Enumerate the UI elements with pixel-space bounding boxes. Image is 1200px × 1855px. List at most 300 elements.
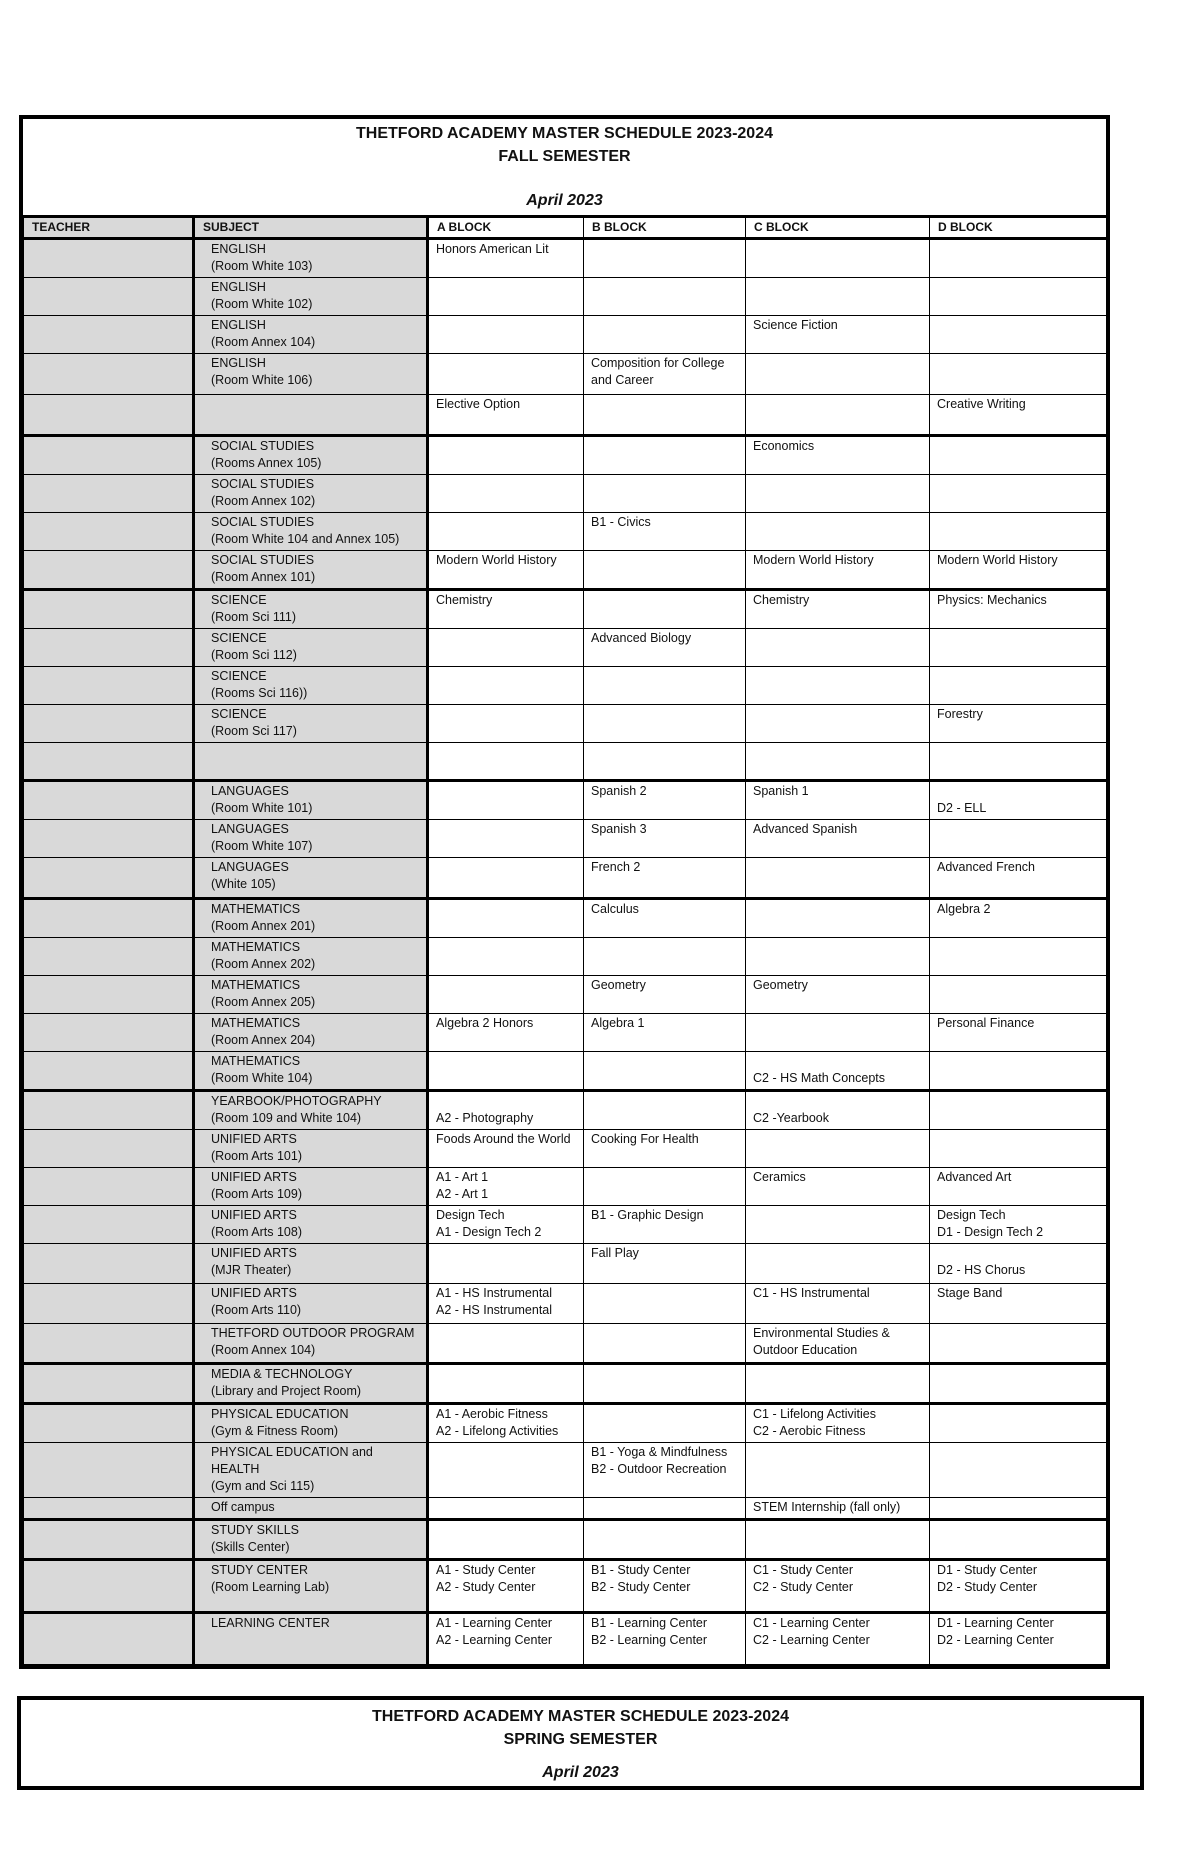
c-block-cell [746,705,930,743]
a-block-cell [428,1560,584,1613]
teacher-cell [24,239,194,278]
teacher-cell [24,1130,194,1168]
subject-cell-line: (Room 109 and White 104) [211,1111,362,1125]
c-block-cell-line: Spanish 1 [753,784,809,798]
subject-cell-line: UNIFIED ARTS [211,1132,297,1146]
a-block-cell-line: A2 - HS Instrumental [436,1303,553,1317]
b-block-cell [584,1206,746,1244]
c-block-cell [746,1404,930,1443]
subject-cell-line: YEARBOOK/PHOTOGRAPHY [211,1094,382,1108]
teacher-cell [24,781,194,820]
b-block-cell-line: Advanced Biology [591,631,692,645]
teacher-cell [24,1244,194,1284]
b-block-cell [584,976,746,1014]
subject-cell-line: MATHEMATICS [211,940,301,954]
c-block-cell-line [753,1053,922,1070]
subject-cell-line: (Room White 106) [211,373,313,387]
a-block-cell [428,436,584,475]
d-block-cell [930,316,1107,354]
column-header-row [24,217,1107,239]
c-block-cell-line: Environmental Studies & [753,1326,890,1340]
c-block-cell [746,436,930,475]
subject-cell [194,1091,428,1130]
b-block-cell [584,1130,746,1168]
subject-cell-line: (Room Sci 111) [211,610,296,624]
table-row [24,395,1107,436]
a-block-cell-line [436,1093,576,1110]
d-block-cell [930,629,1107,667]
c-block-cell [746,590,930,629]
subject-cell [194,1324,428,1364]
c-block-cell [746,1364,930,1404]
subject-cell-line: (Room White 102) [211,297,313,311]
subject-cell [194,976,428,1014]
a-block-cell [428,667,584,705]
d-block-cell [930,1091,1107,1130]
teacher-cell [24,743,194,781]
d-block-cell [930,551,1107,590]
c-block-cell-line: Geometry [753,978,808,992]
subject-cell-line: (Room White 103) [211,259,313,273]
c-block-cell [746,1560,930,1613]
d-block-cell-line [937,783,1099,800]
d-block-cell [930,395,1107,436]
d-block-cell-line: Modern World History [937,553,1058,567]
subject-cell-line: LANGUAGES [211,822,289,836]
c-block-cell [746,1168,930,1206]
a-block-cell [428,1168,584,1206]
a-block-cell [428,475,584,513]
b-block-cell [584,1052,746,1091]
table-row [24,1498,1107,1520]
table-row [24,899,1107,938]
subject-cell-line: SCIENCE [211,593,267,607]
b-block-cell-line: French 2 [591,860,641,874]
table-row [24,513,1107,551]
subject-cell [194,1520,428,1560]
a-block-cell [428,1130,584,1168]
teacher-cell [24,1560,194,1613]
teacher-cell [24,1284,194,1324]
b-block-cell-line: B2 - Learning Center [591,1633,708,1647]
c-block-cell [746,1284,930,1324]
c-block-cell-line [753,1093,922,1110]
subject-cell [194,354,428,395]
d-block-cell [930,1052,1107,1091]
c-block-cell [746,858,930,899]
d-block-cell [930,667,1107,705]
subject-cell-line: MEDIA & TECHNOLOGY [211,1367,353,1381]
b-block-cell-line: B1 - Study Center [591,1563,691,1577]
subject-cell-line: ENGLISH [211,356,266,370]
subject-cell-line: (Room Annex 101) [211,570,316,584]
table-row [24,1130,1107,1168]
b-block-cell [584,781,746,820]
table-row [24,858,1107,899]
a-block-cell-line: Chemistry [436,593,493,607]
teacher-cell [24,513,194,551]
subject-cell [194,1498,428,1520]
teacher-cell [24,316,194,354]
c-block-cell [746,1520,930,1560]
c-block-cell [746,1324,930,1364]
c-block-cell [746,1443,930,1498]
b-block-cell-line: Fall Play [591,1246,639,1260]
subject-cell-line: MATHEMATICS [211,1054,301,1068]
subject-cell-line: (Room Annex 204) [211,1033,316,1047]
a-block-cell-line: Honors American Lit [436,242,549,256]
a-block-cell-line: Design Tech [436,1208,505,1222]
c-block-cell [746,1130,930,1168]
teacher-cell [24,395,194,436]
a-block-cell-line: Elective Option [436,397,521,411]
fall-header [23,119,1106,215]
d-block-cell [930,1130,1107,1168]
b-block-cell [584,395,746,436]
c-block-cell [746,513,930,551]
a-block-cell [428,899,584,938]
teacher-cell [24,475,194,513]
d-block-cell [930,1284,1107,1324]
d-block-cell-line: Forestry [937,707,983,721]
c-block-cell [746,976,930,1014]
b-block-cell [584,1284,746,1324]
a-block-cell [428,1244,584,1284]
b-block-cell [584,743,746,781]
table-row [24,475,1107,513]
subject-cell [194,513,428,551]
c-block-cell-line: Chemistry [753,593,810,607]
teacher-cell [24,629,194,667]
d-block-cell [930,1324,1107,1364]
table-row [24,781,1107,820]
c-block-cell [746,278,930,316]
subject-cell-line: SOCIAL STUDIES [211,515,315,529]
subject-cell-line: STUDY CENTER [211,1563,309,1577]
subject-cell-line: STUDY SKILLS [211,1523,300,1537]
c-block-cell-line: Ceramics [753,1170,806,1184]
subject-cell [194,551,428,590]
fall-schedule [19,115,1110,1669]
b-block-cell [584,1613,746,1665]
b-block-cell [584,354,746,395]
b-block-cell [584,899,746,938]
c-block-cell [746,316,930,354]
column-header-teacher: TEACHER [24,217,194,239]
d-block-cell [930,1168,1107,1206]
subject-cell-line: (Room White 101) [211,801,313,815]
table-row [24,1613,1107,1665]
teacher-cell [24,820,194,858]
subject-cell-line: (Room Annex 202) [211,957,316,971]
subject-cell-line: SCIENCE [211,631,267,645]
a-block-cell [428,858,584,899]
subject-cell-line: (Room Annex 104) [211,1343,316,1357]
teacher-cell [24,1498,194,1520]
c-block-cell [746,629,930,667]
subject-cell [194,781,428,820]
table-row [24,1168,1107,1206]
subject-cell [194,278,428,316]
subject-cell [194,667,428,705]
table-row [24,743,1107,781]
table-row [24,1560,1107,1613]
table-row [24,705,1107,743]
spring-date: April 2023 [542,1764,619,1781]
subject-cell-line: (Rooms Sci 116)) [211,686,308,700]
table-row [24,1324,1107,1364]
teacher-cell [24,1364,194,1404]
column-header-c-block: C BLOCK [746,217,930,239]
b-block-cell [584,1498,746,1520]
d-block-cell [930,743,1107,781]
teacher-cell [24,354,194,395]
subject-cell-line: LANGUAGES [211,784,289,798]
a-block-cell [428,820,584,858]
a-block-cell-line: A1 - Design Tech 2 [436,1225,542,1239]
subject-cell [194,1404,428,1443]
table-row [24,1014,1107,1052]
table-row [24,1364,1107,1404]
subject-cell [194,316,428,354]
c-block-cell-line: C2 -Yearbook [753,1111,829,1125]
d-block-cell [930,781,1107,820]
d-block-cell [930,1443,1107,1498]
subject-cell-line: (Room Arts 109) [211,1187,303,1201]
c-block-cell [746,551,930,590]
subject-cell [194,1364,428,1404]
subject-cell [194,1206,428,1244]
teacher-cell [24,667,194,705]
c-block-cell-line: C2 - HS Math Concepts [753,1071,885,1085]
subject-cell-line: SOCIAL STUDIES [211,477,315,491]
teacher-cell [24,278,194,316]
a-block-cell-line: Algebra 2 Honors [436,1016,534,1030]
subject-cell [194,1613,428,1665]
teacher-cell [24,858,194,899]
teacher-cell [24,1168,194,1206]
d-block-cell-line: Stage Band [937,1286,1003,1300]
teacher-cell [24,705,194,743]
table-row [24,278,1107,316]
a-block-cell [428,976,584,1014]
b-block-cell [584,1324,746,1364]
d-block-cell [930,1244,1107,1284]
b-block-cell [584,551,746,590]
b-block-cell-line: B1 - Yoga & Mindfulness [591,1445,728,1459]
c-block-cell [746,1052,930,1091]
b-block-cell-line: Cooking For Health [591,1132,699,1146]
subject-cell-line: THETFORD OUTDOOR PROGRAM [211,1326,415,1340]
table-row [24,354,1107,395]
c-block-cell-line: Economics [753,439,815,453]
table-row [24,239,1107,278]
subject-cell [194,629,428,667]
a-block-cell [428,1052,584,1091]
subject-cell [194,820,428,858]
spring-title: THETFORD ACADEMY MASTER SCHEDULE 2023-2024 [372,1708,789,1725]
fall-semester: FALL SEMESTER [498,148,631,165]
column-header-b-block: B BLOCK [584,217,746,239]
a-block-cell-line: A2 - Study Center [436,1580,536,1594]
d-block-cell [930,354,1107,395]
c-block-cell-line: Modern World History [753,553,874,567]
b-block-cell [584,1560,746,1613]
a-block-cell-line: A2 - Learning Center [436,1633,553,1647]
b-block-cell [584,1520,746,1560]
subject-cell-line: (Room Annex 104) [211,335,316,349]
table-row [24,1244,1107,1284]
d-block-cell-line: D2 - Study Center [937,1580,1038,1594]
c-block-cell-line: C1 - Learning Center [753,1616,870,1630]
b-block-cell [584,1014,746,1052]
subject-cell [194,590,428,629]
table-row [24,1284,1107,1324]
a-block-cell [428,354,584,395]
subject-cell-line: (Room White 107) [211,839,313,853]
subject-cell [194,475,428,513]
teacher-cell [24,938,194,976]
b-block-cell [584,1364,746,1404]
subject-cell-line: UNIFIED ARTS [211,1246,297,1260]
subject-cell-line: (Gym & Fitness Room) [211,1424,339,1438]
spring-semester: SPRING SEMESTER [503,1731,658,1748]
b-block-cell [584,278,746,316]
c-block-cell [746,743,930,781]
teacher-cell [24,1324,194,1364]
teacher-cell [24,1052,194,1091]
c-block-cell [746,354,930,395]
a-block-cell [428,743,584,781]
subject-cell [194,436,428,475]
a-block-cell [428,1520,584,1560]
c-block-cell-line: C2 - Study Center [753,1580,854,1594]
a-block-cell [428,1206,584,1244]
d-block-cell-line: Advanced Art [937,1170,1012,1184]
b-block-cell [584,1443,746,1498]
table-row [24,1091,1107,1130]
d-block-cell-line: D1 - Study Center [937,1563,1038,1577]
d-block-cell-line: D2 - Learning Center [937,1633,1054,1647]
a-block-cell [428,513,584,551]
fall-schedule-table [23,215,1107,1665]
teacher-cell [24,1404,194,1443]
subject-cell-line: (Room Annex 205) [211,995,316,1009]
b-block-cell [584,316,746,354]
d-block-cell [930,899,1107,938]
b-block-cell-line: Geometry [591,978,646,992]
subject-cell-line: LEARNING CENTER [211,1616,330,1630]
b-block-cell-line: Spanish 3 [591,822,647,836]
subject-cell [194,1244,428,1284]
subject-cell-line: (Room Annex 102) [211,494,316,508]
a-block-cell [428,590,584,629]
table-row [24,436,1107,475]
spring-schedule-header [17,1696,1144,1790]
subject-cell [194,1443,428,1498]
d-block-cell [930,1404,1107,1443]
subject-cell [194,1014,428,1052]
subject-cell-line: UNIFIED ARTS [211,1208,297,1222]
d-block-cell-line: D2 - HS Chorus [937,1263,1026,1277]
d-block-cell [930,278,1107,316]
subject-cell-line: ENGLISH [211,280,266,294]
d-block-cell-line [937,1245,1099,1262]
b-block-cell [584,629,746,667]
d-block-cell [930,705,1107,743]
b-block-cell-line: B1 - Learning Center [591,1616,708,1630]
subject-cell-line: SOCIAL STUDIES [211,439,315,453]
a-block-cell [428,1443,584,1498]
d-block-cell-line: Algebra 2 [937,902,991,916]
d-block-cell [930,976,1107,1014]
c-block-cell [746,1206,930,1244]
d-block-cell-line: Design Tech [937,1208,1006,1222]
subject-cell-line: (Gym and Sci 115) [211,1479,315,1493]
c-block-cell [746,239,930,278]
b-block-cell [584,590,746,629]
a-block-cell [428,1324,584,1364]
subject-cell-line: (Room Arts 110) [211,1303,302,1317]
c-block-cell [746,395,930,436]
a-block-cell [428,1364,584,1404]
d-block-cell [930,858,1107,899]
a-block-cell-line: Foods Around the World [436,1132,571,1146]
teacher-cell [24,1014,194,1052]
d-block-cell [930,820,1107,858]
table-row [24,1404,1107,1443]
b-block-cell [584,513,746,551]
d-block-cell-line: Physics: Mechanics [937,593,1047,607]
teacher-cell [24,1613,194,1665]
c-block-cell-line: C1 - Lifelong Activities [753,1407,876,1421]
table-row [24,976,1107,1014]
subject-cell [194,858,428,899]
teacher-cell [24,551,194,590]
table-row [24,1520,1107,1560]
a-block-cell [428,1091,584,1130]
c-block-cell [746,781,930,820]
a-block-cell-line: A1 - Study Center [436,1563,536,1577]
fall-date: April 2023 [526,192,603,209]
d-block-cell [930,1014,1107,1052]
subject-cell-line: (Room Annex 201) [211,919,316,933]
d-block-cell-line: D1 - Design Tech 2 [937,1225,1044,1239]
subject-cell-line: (Rooms Annex 105) [211,456,322,470]
teacher-cell [24,1091,194,1130]
subject-cell [194,705,428,743]
subject-cell-line: UNIFIED ARTS [211,1170,297,1184]
subject-cell [194,395,428,436]
subject-cell-line: Off campus [211,1500,275,1514]
c-block-cell [746,1498,930,1520]
table-row [24,1443,1107,1498]
subject-cell-line: SCIENCE [211,707,267,721]
subject-cell-line: ENGLISH [211,242,266,256]
subject-cell-line: ENGLISH [211,318,266,332]
subject-cell [194,1052,428,1091]
c-block-cell [746,1014,930,1052]
c-block-cell [746,899,930,938]
table-row [24,667,1107,705]
c-block-cell [746,820,930,858]
table-row [24,551,1107,590]
c-block-cell-line: C1 - Study Center [753,1563,854,1577]
d-block-cell [930,938,1107,976]
subject-cell-line: (Room Learning Lab) [211,1580,330,1594]
subject-cell-line: (White 105) [211,877,276,891]
b-block-cell [584,1244,746,1284]
